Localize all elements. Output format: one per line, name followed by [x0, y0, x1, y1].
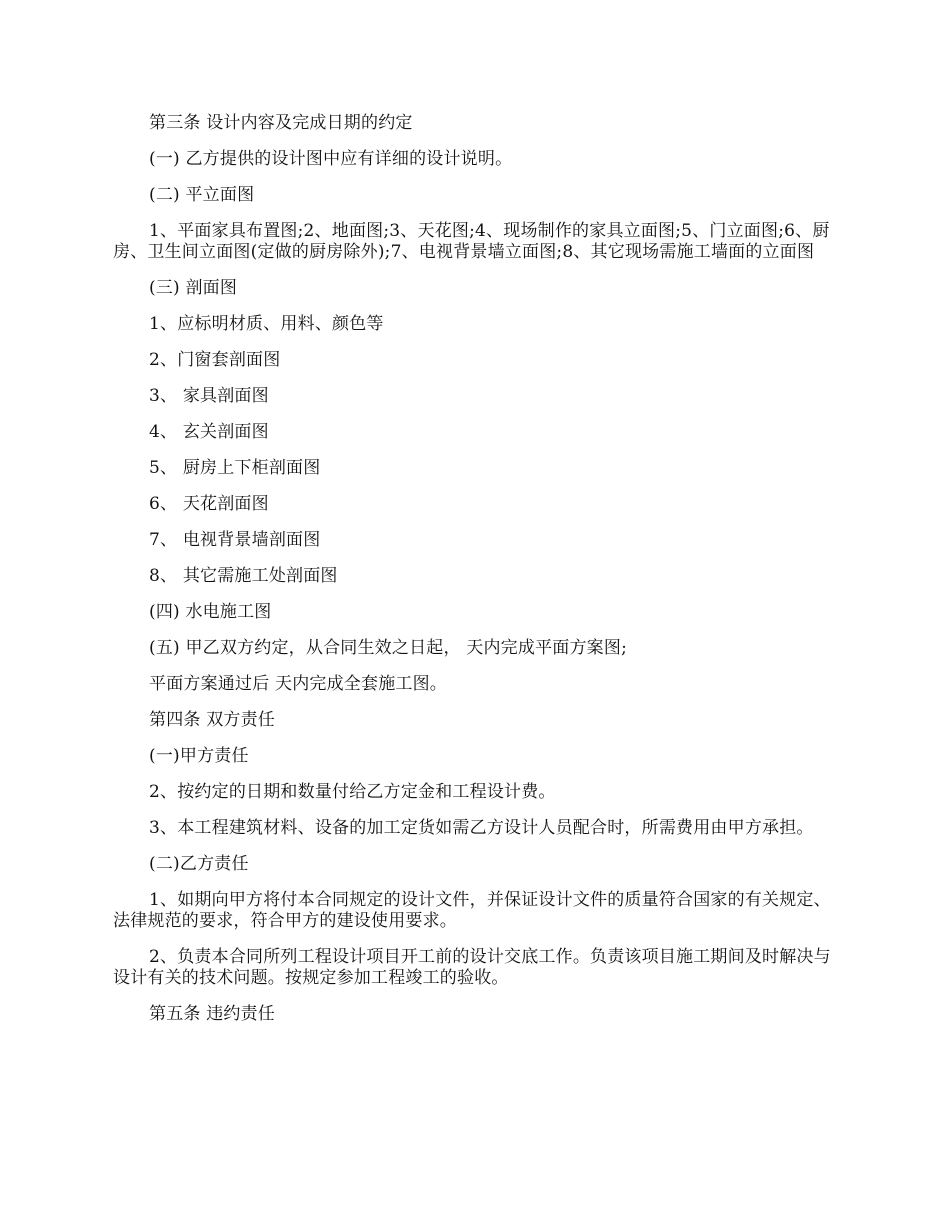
list-item: 7、 电视背景墙剖面图 [149, 530, 321, 550]
party-a-responsibilities-heading: (一)甲方责任 [149, 746, 249, 766]
list-item: 6、 天花剖面图 [149, 494, 269, 514]
party-b-design-document-clause: 1、如期向甲方将付本合同规定的设计文件，并保证设计文件的质量符合国家的有关规定、法律规范的要求，符合甲方的建设使用要求。 [113, 890, 831, 931]
list-item: 5、 厨房上下柜剖面图 [149, 458, 321, 478]
list-item: 1、应标明材质、用料、颜色等 [149, 314, 384, 334]
article-4-heading: 第四条 双方责任 [149, 710, 276, 730]
list-item: 2、门窗套剖面图 [149, 350, 281, 370]
party-b-technical-support-clause: 2、负责本合同所列工程设计项目开工前的设计交底工作。负责该项目施工期间及时解决与设计有关的技术问题。按规定参加工程竣工的验收。 [113, 947, 831, 988]
paragraph-plan-elevation-list: 1、平面家具布置图;2、地面图;3、天花图;4、现场制作的家具立面图;5、门立面图;6、厨房、卫生间立面图(定做的厨房除外);7、电视背景墙立面图;8、其它现场需施工墙面的立面图 [113, 221, 830, 262]
list-item: 8、 其它需施工处剖面图 [149, 566, 338, 586]
paragraph-schedule-agreement: (五) 甲乙双方约定，从合同生效之日起， 天内完成平面方案图; [149, 638, 627, 658]
paragraph-construction-drawing-schedule: 平面方案通过后 天内完成全套施工图。 [149, 674, 448, 694]
document-body [113, 113, 835, 1025]
article-3-heading: 第三条 设计内容及完成日期的约定 [149, 113, 413, 133]
party-a-payment-clause: 2、按约定的日期和数量付给乙方定金和工程设计费。 [149, 782, 556, 802]
party-a-material-cost-clause: 3、本工程建筑材料、设备的加工定货如需乙方设计人员配合时，所需费用由甲方承担。 [149, 818, 814, 838]
article-5-heading: 第五条 违约责任 [149, 1004, 276, 1024]
paragraph-design-description: (一) 乙方提供的设计图中应有详细的设计说明。 [149, 149, 513, 169]
list-item: 3、 家具剖面图 [149, 386, 269, 406]
list-item: 4、 玄关剖面图 [149, 422, 269, 442]
paragraph-plan-elevation-heading: (二) 平立面图 [149, 185, 255, 205]
paragraph-section-heading: (三) 剖面图 [149, 278, 238, 298]
party-b-responsibilities-heading: (二)乙方责任 [149, 854, 249, 874]
paragraph-plumbing-electrical-heading: (四) 水电施工图 [149, 602, 272, 622]
